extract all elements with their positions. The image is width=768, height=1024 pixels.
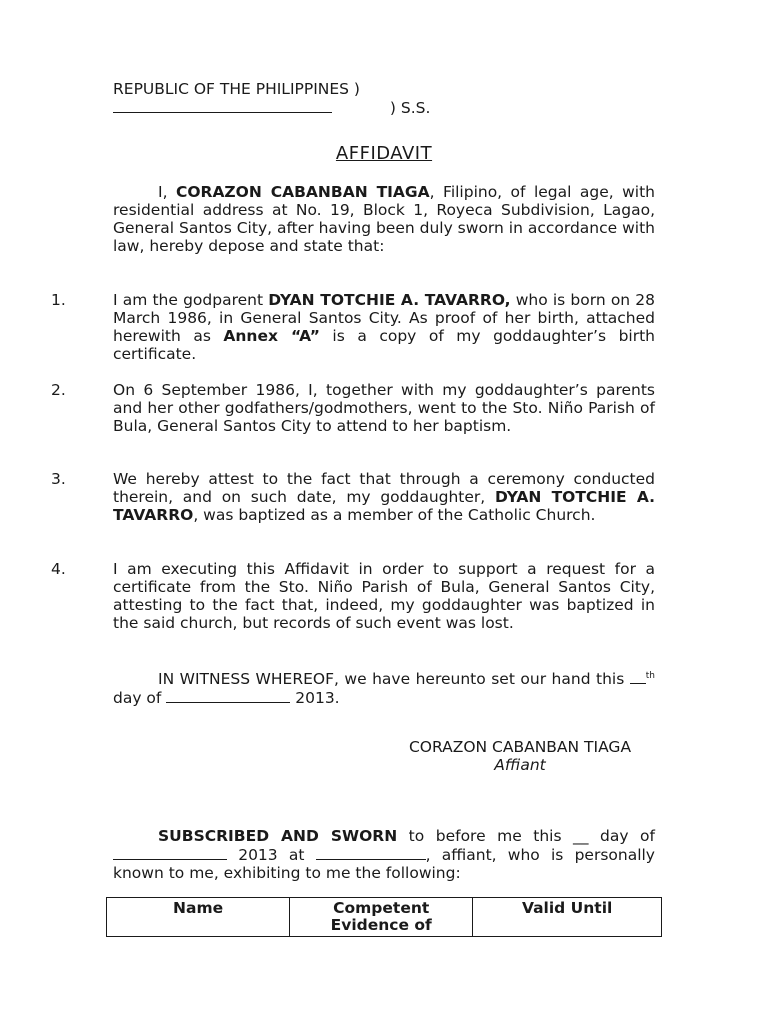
jurat-text-a: to before me this __ day of — [397, 827, 655, 845]
col-header-valid-until: Valid Until — [473, 898, 662, 937]
annex-label: Annex “A” — [223, 327, 320, 345]
jurat-text-b: 2013 at — [227, 846, 316, 864]
intro-prefix: I, — [158, 183, 176, 201]
day-blank — [630, 669, 646, 684]
item-paragraph-1 — [113, 291, 655, 363]
goddaughter-name: DYAN TOTCHIE A. TAVARRO, — [268, 291, 511, 309]
item-3-text-b: , was baptized as a member of the Catholic Church. — [193, 506, 596, 524]
signatory-name: CORAZON CABANBAN TIAGA — [408, 738, 632, 756]
signature-block — [380, 738, 660, 774]
intro-text: , Filipino, of legal age, with residential address at No. 19, Block 1, Royeca Subdivision, Lagao, General Santos City, after having been duly sworn in accordance with law, hereby depose and state that: — [113, 183, 656, 255]
item-number-3: 3. — [51, 470, 66, 488]
signatory-role: Affiant — [494, 756, 546, 774]
item-number-2: 2. — [51, 381, 66, 399]
caption-republic-text: REPUBLIC OF THE PHILIPPINES ) — [113, 80, 360, 98]
goddaughter-name-2: DYAN TOTCHIE A. TAVARRO — [113, 488, 656, 524]
item-1-text-c: is a copy of my goddaughter’s birth certificate. — [113, 327, 655, 363]
item-number-1: 1. — [51, 291, 66, 309]
col-header-name: Name — [107, 898, 290, 937]
evidence-table — [106, 897, 662, 937]
item-paragraph-3 — [113, 470, 655, 524]
item-1-text-b: who is born on 28 March 1986, in General Santos City. As proof of her birth, attached herewith as — [113, 291, 656, 345]
item-paragraph-4: I am executing this Affidavit in order to support a request for a certificate from the Sto. Niño Parish of Bula, General Santos City, attesting to the fact that, indeed, my goddaughter was baptized in the said church, but records of such event was lost. — [113, 560, 655, 632]
intro-paragraph — [113, 183, 655, 255]
caption-ss: ) S.S. — [389, 99, 431, 117]
affiant-name: CORAZON CABANBAN TIAGA — [175, 183, 430, 201]
witness-text-b: day of — [113, 689, 167, 708]
jurat-month-blank — [113, 845, 227, 860]
document-title: AFFIDAVIT — [335, 143, 433, 164]
month-blank — [166, 688, 290, 703]
witness-paragraph — [113, 667, 655, 707]
caption-republic — [113, 80, 360, 98]
jurat-text-c: , affiant, who is personally known to me, exhibiting to me the following: — [113, 846, 655, 882]
col-header-evidence: Competent Evidence of — [290, 898, 473, 937]
ordinal-suffix: th — [645, 671, 655, 681]
venue-blank — [113, 98, 332, 113]
item-3-text-a: We hereby attest to the fact that through a ceremony conducted therein, and on such date, my goddaughter, — [113, 470, 655, 506]
witness-text-c: 2013. — [290, 689, 340, 708]
jurat-bold: SUBSCRIBED AND SWORN — [158, 827, 398, 845]
item-paragraph-2: On 6 September 1986, I, together with my goddaughter’s parents and her other godfathers/godmothers, went to the Sto. Niño Parish of Bula, General Santos City to attend to her baptism. — [113, 381, 655, 435]
jurat-place-blank — [316, 845, 426, 860]
caption-venue-line — [113, 98, 430, 117]
witness-text-a: IN WITNESS WHEREOF, we have hereunto set our hand this — [158, 670, 630, 689]
jurat-paragraph — [113, 827, 655, 882]
item-number-4: 4. — [51, 560, 66, 578]
item-1-text-a: I am the godparent — [113, 291, 269, 309]
table-header-row — [107, 898, 662, 937]
